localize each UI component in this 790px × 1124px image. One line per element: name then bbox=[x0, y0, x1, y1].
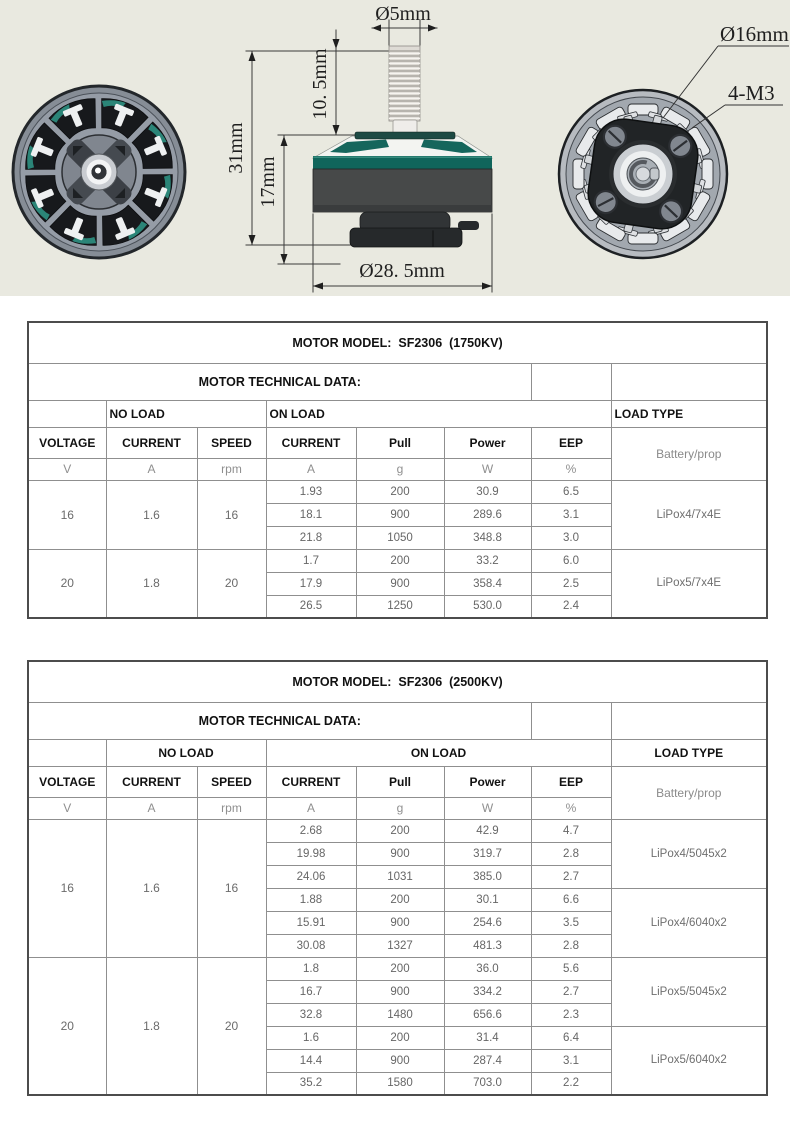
column-header-current: CURRENT bbox=[106, 766, 197, 797]
unit-cell: A bbox=[106, 797, 197, 819]
eep-value: 2.8 bbox=[531, 934, 611, 957]
power-value: 358.4 bbox=[444, 572, 531, 595]
motor-technical-data-label: MOTOR TECHNICAL DATA: bbox=[28, 702, 531, 739]
on-load-current-value: 32.8 bbox=[266, 1003, 356, 1026]
on-load-current-value: 1.93 bbox=[266, 480, 356, 503]
empty-cell bbox=[531, 702, 611, 739]
column-header-current: CURRENT bbox=[266, 766, 356, 797]
power-value: 319.7 bbox=[444, 842, 531, 865]
unit-cell: g bbox=[356, 797, 444, 819]
spec-table-2500kv-container bbox=[27, 660, 768, 1096]
on-load-current-value: 24.06 bbox=[266, 865, 356, 888]
load-type-value: LiPox5/7x4E bbox=[611, 549, 767, 618]
teal-ring bbox=[313, 156, 492, 169]
unit-cell: % bbox=[531, 458, 611, 480]
voltage-value: 20 bbox=[28, 549, 106, 618]
speed-value: 16 bbox=[197, 480, 266, 549]
mount-circle-label: Ø16mm bbox=[720, 22, 789, 46]
motor-front-view-drawing bbox=[13, 86, 185, 258]
power-value: 289.6 bbox=[444, 503, 531, 526]
column-header-speed: SPEED bbox=[197, 766, 266, 797]
column-header-pull: Pull bbox=[356, 427, 444, 458]
motor-side-view-drawing bbox=[225, 3, 492, 292]
column-header-pull: Pull bbox=[356, 766, 444, 797]
eep-value: 3.0 bbox=[531, 526, 611, 549]
on-load-header: ON LOAD bbox=[266, 400, 611, 427]
pull-value: 200 bbox=[356, 888, 444, 911]
speed-value: 16 bbox=[197, 819, 266, 957]
on-load-current-value: 1.8 bbox=[266, 957, 356, 980]
power-value: 31.4 bbox=[444, 1026, 531, 1049]
on-load-header: ON LOAD bbox=[266, 739, 611, 766]
eep-value: 2.4 bbox=[531, 595, 611, 618]
no-load-header: NO LOAD bbox=[106, 739, 266, 766]
battery-prop-label: Battery/prop bbox=[611, 427, 767, 480]
empty-cell bbox=[28, 400, 106, 427]
empty-cell bbox=[28, 739, 106, 766]
voltage-value: 20 bbox=[28, 957, 106, 1095]
power-value: 30.9 bbox=[444, 480, 531, 503]
power-value: 42.9 bbox=[444, 819, 531, 842]
pull-value: 1050 bbox=[356, 526, 444, 549]
unit-cell: W bbox=[444, 797, 531, 819]
no-load-current-value: 1.6 bbox=[106, 819, 197, 957]
shaft-length-label: 10. 5mm bbox=[309, 48, 331, 120]
motor-model-label: MOTOR MODEL: SF2306 (2500KV) bbox=[28, 661, 767, 702]
eep-value: 3.1 bbox=[531, 503, 611, 526]
eep-value: 5.6 bbox=[531, 957, 611, 980]
body-diameter-label: Ø28. 5mm bbox=[359, 260, 445, 282]
body-height-label: 17mm bbox=[257, 156, 279, 208]
eep-value: 2.8 bbox=[531, 842, 611, 865]
column-header-current: CURRENT bbox=[106, 427, 197, 458]
unit-cell: A bbox=[266, 458, 356, 480]
unit-cell: A bbox=[106, 458, 197, 480]
pull-value: 900 bbox=[356, 572, 444, 595]
load-type-header: LOAD TYPE bbox=[611, 400, 767, 427]
empty-cell bbox=[611, 702, 767, 739]
on-load-current-value: 19.98 bbox=[266, 842, 356, 865]
column-header-voltage: VOLTAGE bbox=[28, 766, 106, 797]
eep-value: 4.7 bbox=[531, 819, 611, 842]
mount-flange bbox=[350, 228, 462, 247]
power-value: 530.0 bbox=[444, 595, 531, 618]
load-type-value: LiPox5/5045x2 bbox=[611, 957, 767, 1026]
power-value: 385.0 bbox=[444, 865, 531, 888]
load-type-value: LiPox4/5045x2 bbox=[611, 819, 767, 888]
empty-cell bbox=[611, 363, 767, 400]
on-load-current-value: 2.68 bbox=[266, 819, 356, 842]
motor-technical-data-label: MOTOR TECHNICAL DATA: bbox=[28, 363, 531, 400]
eep-value: 6.6 bbox=[531, 888, 611, 911]
load-type-value: LiPox4/6040x2 bbox=[611, 888, 767, 957]
unit-cell: rpm bbox=[197, 458, 266, 480]
voltage-value: 16 bbox=[28, 480, 106, 549]
on-load-current-value: 26.5 bbox=[266, 595, 356, 618]
unit-cell: W bbox=[444, 458, 531, 480]
on-load-current-value: 14.4 bbox=[266, 1049, 356, 1072]
unit-cell: V bbox=[28, 458, 106, 480]
pull-value: 200 bbox=[356, 549, 444, 572]
pull-value: 900 bbox=[356, 911, 444, 934]
pull-value: 900 bbox=[356, 842, 444, 865]
on-load-current-value: 1.88 bbox=[266, 888, 356, 911]
motor-spec-table bbox=[27, 660, 768, 1096]
motor-model-label: MOTOR MODEL: SF2306 (1750KV) bbox=[28, 322, 767, 363]
unit-cell: g bbox=[356, 458, 444, 480]
unit-cell: V bbox=[28, 797, 106, 819]
no-load-current-value: 1.8 bbox=[106, 957, 197, 1095]
power-value: 656.6 bbox=[444, 1003, 531, 1026]
technical-drawing-strip bbox=[0, 0, 790, 296]
pull-value: 1031 bbox=[356, 865, 444, 888]
column-header-eep: EEP bbox=[531, 427, 611, 458]
unit-cell: rpm bbox=[197, 797, 266, 819]
column-header-current: CURRENT bbox=[266, 427, 356, 458]
unit-cell: % bbox=[531, 797, 611, 819]
power-value: 481.3 bbox=[444, 934, 531, 957]
power-value: 33.2 bbox=[444, 549, 531, 572]
no-load-header: NO LOAD bbox=[106, 400, 266, 427]
pull-value: 200 bbox=[356, 480, 444, 503]
pull-value: 200 bbox=[356, 819, 444, 842]
technical-drawing bbox=[0, 0, 790, 296]
on-load-current-value: 15.91 bbox=[266, 911, 356, 934]
eep-value: 2.7 bbox=[531, 980, 611, 1003]
column-header-power: Power bbox=[444, 427, 531, 458]
on-load-current-value: 18.1 bbox=[266, 503, 356, 526]
pull-value: 200 bbox=[356, 957, 444, 980]
no-load-current-value: 1.8 bbox=[106, 549, 197, 618]
total-height-label: 31mm bbox=[225, 122, 247, 174]
on-load-current-value: 30.08 bbox=[266, 934, 356, 957]
load-type-value: LiPox5/6040x2 bbox=[611, 1026, 767, 1095]
on-load-current-value: 1.6 bbox=[266, 1026, 356, 1049]
eep-value: 2.3 bbox=[531, 1003, 611, 1026]
on-load-current-value: 35.2 bbox=[266, 1072, 356, 1095]
voltage-value: 16 bbox=[28, 819, 106, 957]
pull-value: 1250 bbox=[356, 595, 444, 618]
speed-value: 20 bbox=[197, 549, 266, 618]
battery-prop-label: Battery/prop bbox=[611, 766, 767, 819]
on-load-current-value: 16.7 bbox=[266, 980, 356, 1003]
column-header-speed: SPEED bbox=[197, 427, 266, 458]
spec-table-1750kv-container bbox=[27, 321, 768, 619]
eep-value: 6.5 bbox=[531, 480, 611, 503]
power-value: 334.2 bbox=[444, 980, 531, 1003]
empty-cell bbox=[531, 363, 611, 400]
eep-value: 2.7 bbox=[531, 865, 611, 888]
motor-back-view-drawing bbox=[559, 22, 789, 258]
eep-value: 3.5 bbox=[531, 911, 611, 934]
on-load-current-value: 21.8 bbox=[266, 526, 356, 549]
speed-value: 20 bbox=[197, 957, 266, 1095]
power-value: 254.6 bbox=[444, 911, 531, 934]
no-load-current-value: 1.6 bbox=[106, 480, 197, 549]
shaft-diameter-label: Ø5mm bbox=[375, 3, 431, 25]
power-value: 287.4 bbox=[444, 1049, 531, 1072]
on-load-current-value: 1.7 bbox=[266, 549, 356, 572]
column-header-eep: EEP bbox=[531, 766, 611, 797]
unit-cell: A bbox=[266, 797, 356, 819]
motor-spec-table bbox=[27, 321, 768, 619]
on-load-current-value: 17.9 bbox=[266, 572, 356, 595]
eep-value: 6.0 bbox=[531, 549, 611, 572]
eep-value: 6.4 bbox=[531, 1026, 611, 1049]
pull-value: 1480 bbox=[356, 1003, 444, 1026]
power-value: 36.0 bbox=[444, 957, 531, 980]
column-header-voltage: VOLTAGE bbox=[28, 427, 106, 458]
power-value: 703.0 bbox=[444, 1072, 531, 1095]
pull-value: 1580 bbox=[356, 1072, 444, 1095]
mount-screws-label: 4-M3 bbox=[728, 81, 775, 105]
pull-value: 900 bbox=[356, 1049, 444, 1072]
eep-value: 3.1 bbox=[531, 1049, 611, 1072]
eep-value: 2.5 bbox=[531, 572, 611, 595]
pull-value: 200 bbox=[356, 1026, 444, 1049]
eep-value: 2.2 bbox=[531, 1072, 611, 1095]
load-type-header: LOAD TYPE bbox=[611, 739, 767, 766]
power-value: 348.8 bbox=[444, 526, 531, 549]
pull-value: 1327 bbox=[356, 934, 444, 957]
pull-value: 900 bbox=[356, 503, 444, 526]
power-value: 30.1 bbox=[444, 888, 531, 911]
column-header-power: Power bbox=[444, 766, 531, 797]
load-type-value: LiPox4/7x4E bbox=[611, 480, 767, 549]
pull-value: 900 bbox=[356, 980, 444, 1003]
